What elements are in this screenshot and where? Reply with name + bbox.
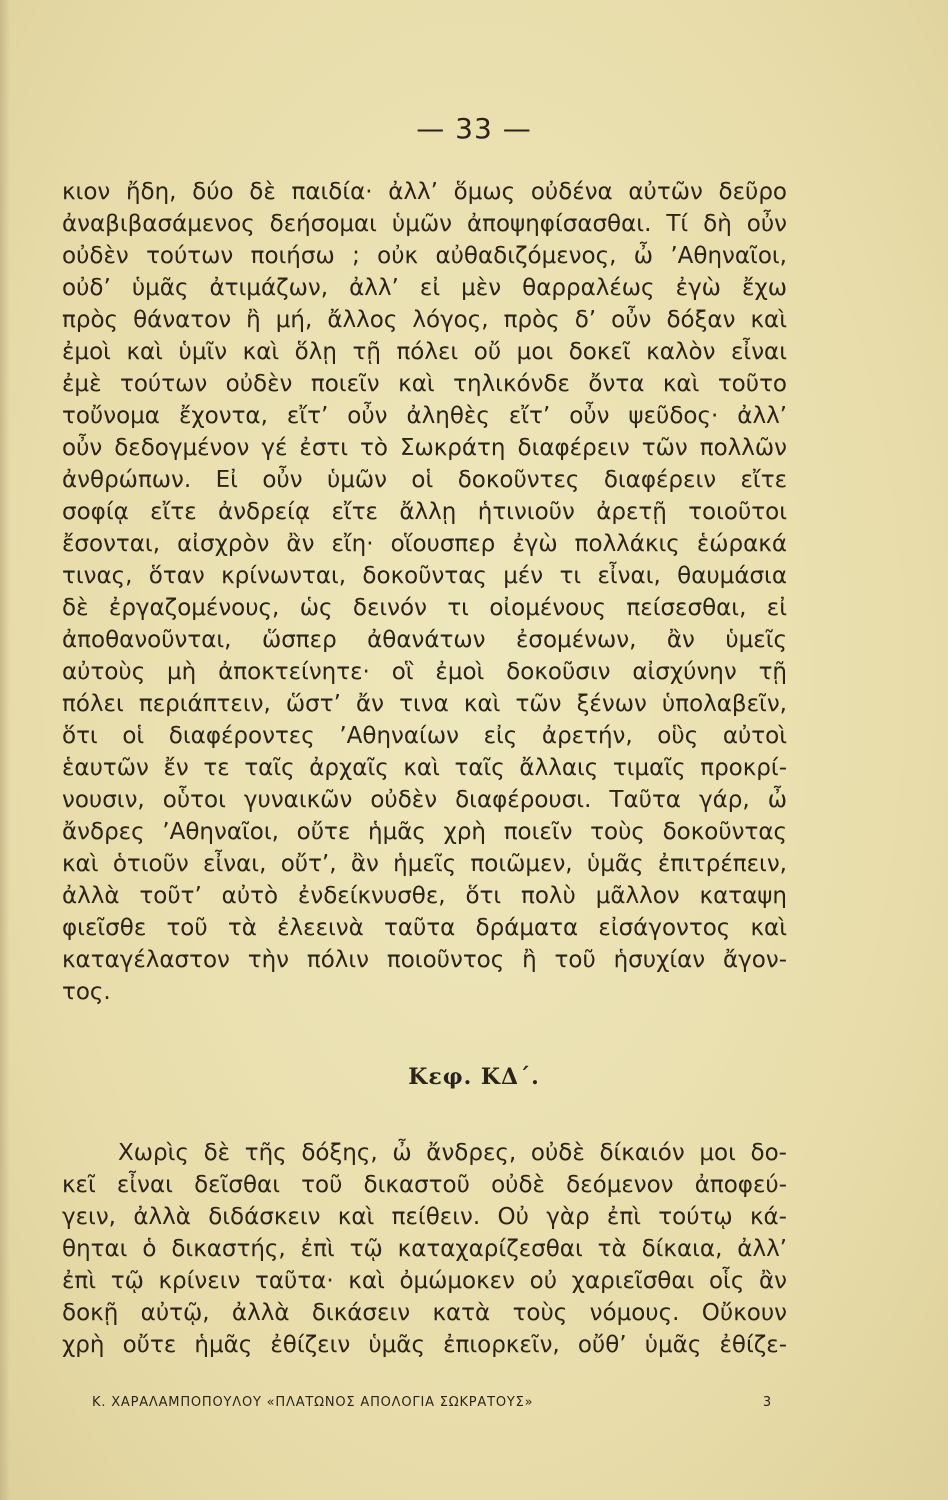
text-line: κεῖ εἶναι δεῖσθαι τοῦ δικαστοῦ οὐδὲ δεόμενον ἀποφεύ-	[62, 1172, 787, 1198]
text-line: ἀνθρώπων. Εἰ οὖν ὑμῶν οἱ δοκοῦντες διαφέρειν εἴτε	[62, 467, 787, 493]
text-line: καταγέλαστον τὴν πόλιν ποιοῦντος ἢ τοῦ ἡσυχίαν ἄγον-	[62, 947, 787, 973]
page-number: — 33 —	[416, 112, 532, 145]
text-line: ἀποθανοῦνται, ὥσπερ ἀθανάτων ἐσομένων, ἂν ὑμεῖς	[62, 627, 787, 653]
text-line: οὐδὲν τούτων ποιήσω ; οὐκ αὐθαδιζόμενος, ὦ ’Αθηναῖοι,	[62, 243, 787, 269]
text-line: τος.	[62, 979, 111, 1005]
text-line: οὖν δεδογμένον γέ ἐστι τὸ Σωκράτη διαφέρειν τῶν πολλῶν	[62, 435, 787, 461]
text-line: δὲ ἐργαζομένους, ὡς δεινόν τι οἰομένους πείσεσθαι, εἰ	[62, 595, 787, 621]
text-line: ἔσονται, αἰσχρὸν ἂν εἴη· οἵουσπερ ἐγὼ πολλάκις ἑώρακά	[62, 531, 787, 557]
text-line: οὐδ’ ὑμᾶς ἀτιμάζων, ἀλλ’ εἰ μὲν θαρραλέως ἐγὼ ἔχω	[62, 275, 787, 301]
text-line: γειν, ἀλλὰ διδάσκειν καὶ πείθειν. Οὐ γὰρ ἐπὶ τούτῳ κά-	[62, 1204, 787, 1230]
text-line: ἀλλὰ τοῦτ’ αὐτὸ ἐνδείκνυσθε, ὅτι πολὺ μᾶλλον καταψη	[62, 883, 787, 909]
text-line: καὶ ὁτιοῦν εἶναι, οὔτ’, ἂν ἡμεῖς ποιῶμεν, ὑμᾶς ἐπιτρέπειν,	[62, 851, 787, 877]
text-line: ἐμοὶ καὶ ὑμῖν καὶ ὅλῃ τῇ πόλει οὔ μοι δοκεῖ καλὸν εἶναι	[62, 339, 787, 365]
chapter-heading: Κεφ. ΚΔ΄.	[408, 1064, 540, 1090]
text-line: ἄνδρες ’Αθηναῖοι, οὔτε ἡμᾶς χρὴ ποιεῖν τοὺς δοκοῦντας	[62, 819, 787, 845]
page-edge-shadow	[0, 0, 10, 1500]
text-line: νουσιν, οὗτοι γυναικῶν οὐδὲν διαφέρουσι. Ταῦτα γάρ, ὦ	[62, 787, 787, 813]
text-line: ὅτι οἱ διαφέροντες ’Αθηναίων εἰς ἀρετήν, οὓς αὐτοὶ	[62, 723, 787, 749]
paragraph-2	[62, 1137, 787, 1361]
text-line: κιον ἤδη, δύο δὲ παιδία· ἀλλ’ ὅμως οὐδένα αὐτῶν δεῦρο	[62, 179, 787, 205]
text-line: Χωρὶς δὲ τῆς δόξης, ὦ ἄνδρες, οὐδὲ δίκαιόν μοι δο-	[118, 1140, 787, 1166]
footer-signature: Κ. ΧΑΡΑΛΑΜΠΟΠΟΥΛΟΥ «ΠΛΑΤΩΝΟΣ ΑΠΟΛΟΓΙΑ ΣΩΚΡΑΤΟΥΣ»	[92, 1395, 534, 1410]
text-line: τινας, ὅταν κρίνωνται, δοκοῦντας μέν τι εἶναι, θαυμάσια	[62, 563, 787, 589]
text-line: ἀναβιβασάμενος δεήσομαι ὑμῶν ἀποψηφίσασθαι. Τί δὴ οὖν	[62, 211, 787, 237]
footer	[92, 1395, 772, 1410]
text-line: ἐμὲ τούτων οὐδὲν ποιεῖν καὶ τηλικόνδε ὄντα καὶ τοῦτο	[62, 371, 787, 397]
paragraph-1	[62, 176, 787, 1008]
text-line: σοφίᾳ εἴτε ἀνδρείᾳ εἴτε ἄλλῃ ἡτινιοῦν ἀρετῇ τοιοῦτοι	[62, 499, 787, 525]
text-line: θηται ὁ δικαστής, ἐπὶ τῷ καταχαρίζεσθαι τὰ δίκαια, ἀλλ’	[62, 1236, 787, 1262]
text-line: ἑαυτῶν ἔν τε ταῖς ἀρχαῖς καὶ ταῖς ἄλλαις τιμαῖς προκρί-	[62, 755, 787, 781]
text-line: πρὸς θάνατον ἢ μή, ἄλλος λόγος, πρὸς δ’ οὖν δόξαν καὶ	[62, 307, 787, 333]
text-line: αὐτοὺς μὴ ἀποκτείνητε· οἳ ἐμοὶ δοκοῦσιν αἰσχύνην τῇ	[62, 659, 787, 685]
footer-sheet-number: 3	[762, 1395, 772, 1410]
text-line: ἐπὶ τῷ κρίνειν ταῦτα· καὶ ὀμώμοκεν οὐ χαριεῖσθαι οἷς ἂν	[62, 1268, 787, 1294]
text-line: χρὴ οὔτε ἡμᾶς ἐθίζειν ὑμᾶς ἐπιορκεῖν, οὔθ’ ὑμᾶς ἐθίζε-	[62, 1332, 787, 1358]
text-line: πόλει περιάπτειν, ὥστ’ ἄν τινα καὶ τῶν ξένων ὑπολαβεῖν,	[62, 691, 787, 717]
text-line: δοκῇ αὐτῷ, ἀλλὰ δικάσειν κατὰ τοὺς νόμους. Οὔκουν	[62, 1300, 787, 1326]
text-line: τοὔνομα ἔχοντα, εἴτ’ οὖν ἀληθὲς εἴτ’ οὖν ψεῦδος· ἀλλ’	[62, 403, 787, 429]
text-line: φιεῖσθε τοῦ τὰ ἐλεεινὰ ταῦτα δράματα εἰσάγοντος καὶ	[62, 915, 787, 941]
